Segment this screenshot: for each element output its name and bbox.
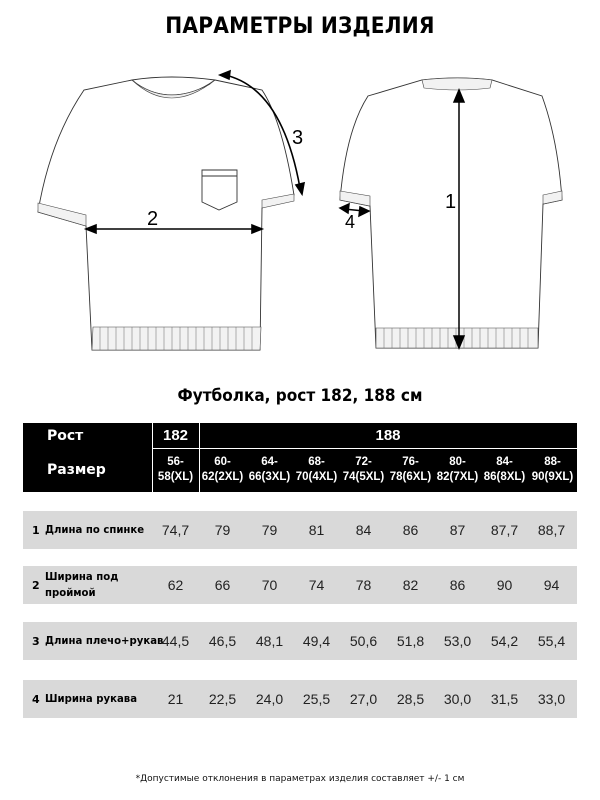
cell-value: 88,7 [537,522,566,538]
table-row [23,566,577,604]
cell-value: 51,8 [396,633,425,649]
cell-value: 25,5 [302,691,331,707]
cell-value: 74 [308,577,325,593]
size-table-header [23,423,577,492]
cell-value: 27,0 [349,691,378,707]
row-name: Длина плечо+рукав [45,634,164,647]
cell-value: 48,1 [255,633,284,649]
size-col: 84- 86(8XL) [483,456,526,483]
cell-value: 54,2 [490,633,519,649]
divider [152,423,153,492]
size-col: 60- 62(2XL) [201,456,244,483]
height-label: Рост [47,427,84,444]
cell-value: 31,5 [490,691,519,707]
cell-value: 90 [496,577,513,593]
cell-value: 55,4 [537,633,566,649]
size-col: 80- 82(7XL) [436,456,479,483]
cell-value: 70 [261,577,278,593]
row-index: 3 [32,634,40,648]
size-col: 56- 58(XL) [157,456,194,483]
row-index: 4 [32,692,40,706]
label-3: 3 [292,127,304,149]
cell-value: 78 [355,577,372,593]
product-subtitle: Футболка, рост 182, 188 см [177,386,423,406]
label-4: 4 [345,212,356,232]
tshirt-back-diagram [320,60,600,360]
cell-value: 49,4 [302,633,331,649]
cell-value: 33,0 [537,691,566,707]
label-1: 1 [445,191,457,213]
size-col: 68- 70(4XL) [295,456,338,483]
label-2: 2 [147,208,159,230]
row-name: Ширина под проймой [45,570,119,599]
cell-value: 66 [214,577,231,593]
cell-value: 86 [402,522,419,538]
cell-value: 87,7 [490,522,519,538]
cell-value: 94 [543,577,560,593]
cell-value: 46,5 [208,633,237,649]
height-182: 182 [162,427,189,444]
cell-value: 30,0 [443,691,472,707]
cell-value: 21 [167,691,184,707]
height-188: 188 [375,427,401,444]
cell-value: 79 [214,522,231,538]
cell-value: 74,7 [161,522,190,538]
row-name: Ширина рукава [45,692,138,705]
cell-value: 50,6 [349,633,378,649]
cell-value: 82 [402,577,419,593]
row-name: Длина по спинке [45,523,145,536]
cell-value: 44,5 [161,633,190,649]
row-index: 2 [32,578,40,592]
cell-value: 22,5 [208,691,237,707]
cell-value: 53,0 [443,633,472,649]
divider [199,423,200,492]
row-index: 1 [32,523,40,537]
tolerance-footnote: *Допустимые отклонения в параметрах изделия составляет +/- 1 см [135,774,465,784]
cell-value: 79 [261,522,278,538]
cell-value: 24,0 [255,691,284,707]
size-label: Размер [47,462,106,478]
cell-value: 62 [167,577,184,593]
cell-value: 81 [308,522,325,538]
table-row [23,622,577,660]
cell-value: 84 [355,522,372,538]
size-col: 72- 74(5XL) [342,456,385,483]
tshirt-front-diagram [20,60,320,360]
cell-value: 87 [449,522,466,538]
table-row [23,680,577,718]
divider [152,448,577,449]
size-col: 88- 90(9XL) [531,456,574,483]
cell-value: 28,5 [396,691,425,707]
size-col: 76- 78(6XL) [389,456,432,483]
size-col: 64- 66(3XL) [248,456,291,483]
page-title: ПАРАМЕТРЫ ИЗДЕЛИЯ [165,14,435,39]
table-row [23,511,577,549]
cell-value: 86 [449,577,466,593]
